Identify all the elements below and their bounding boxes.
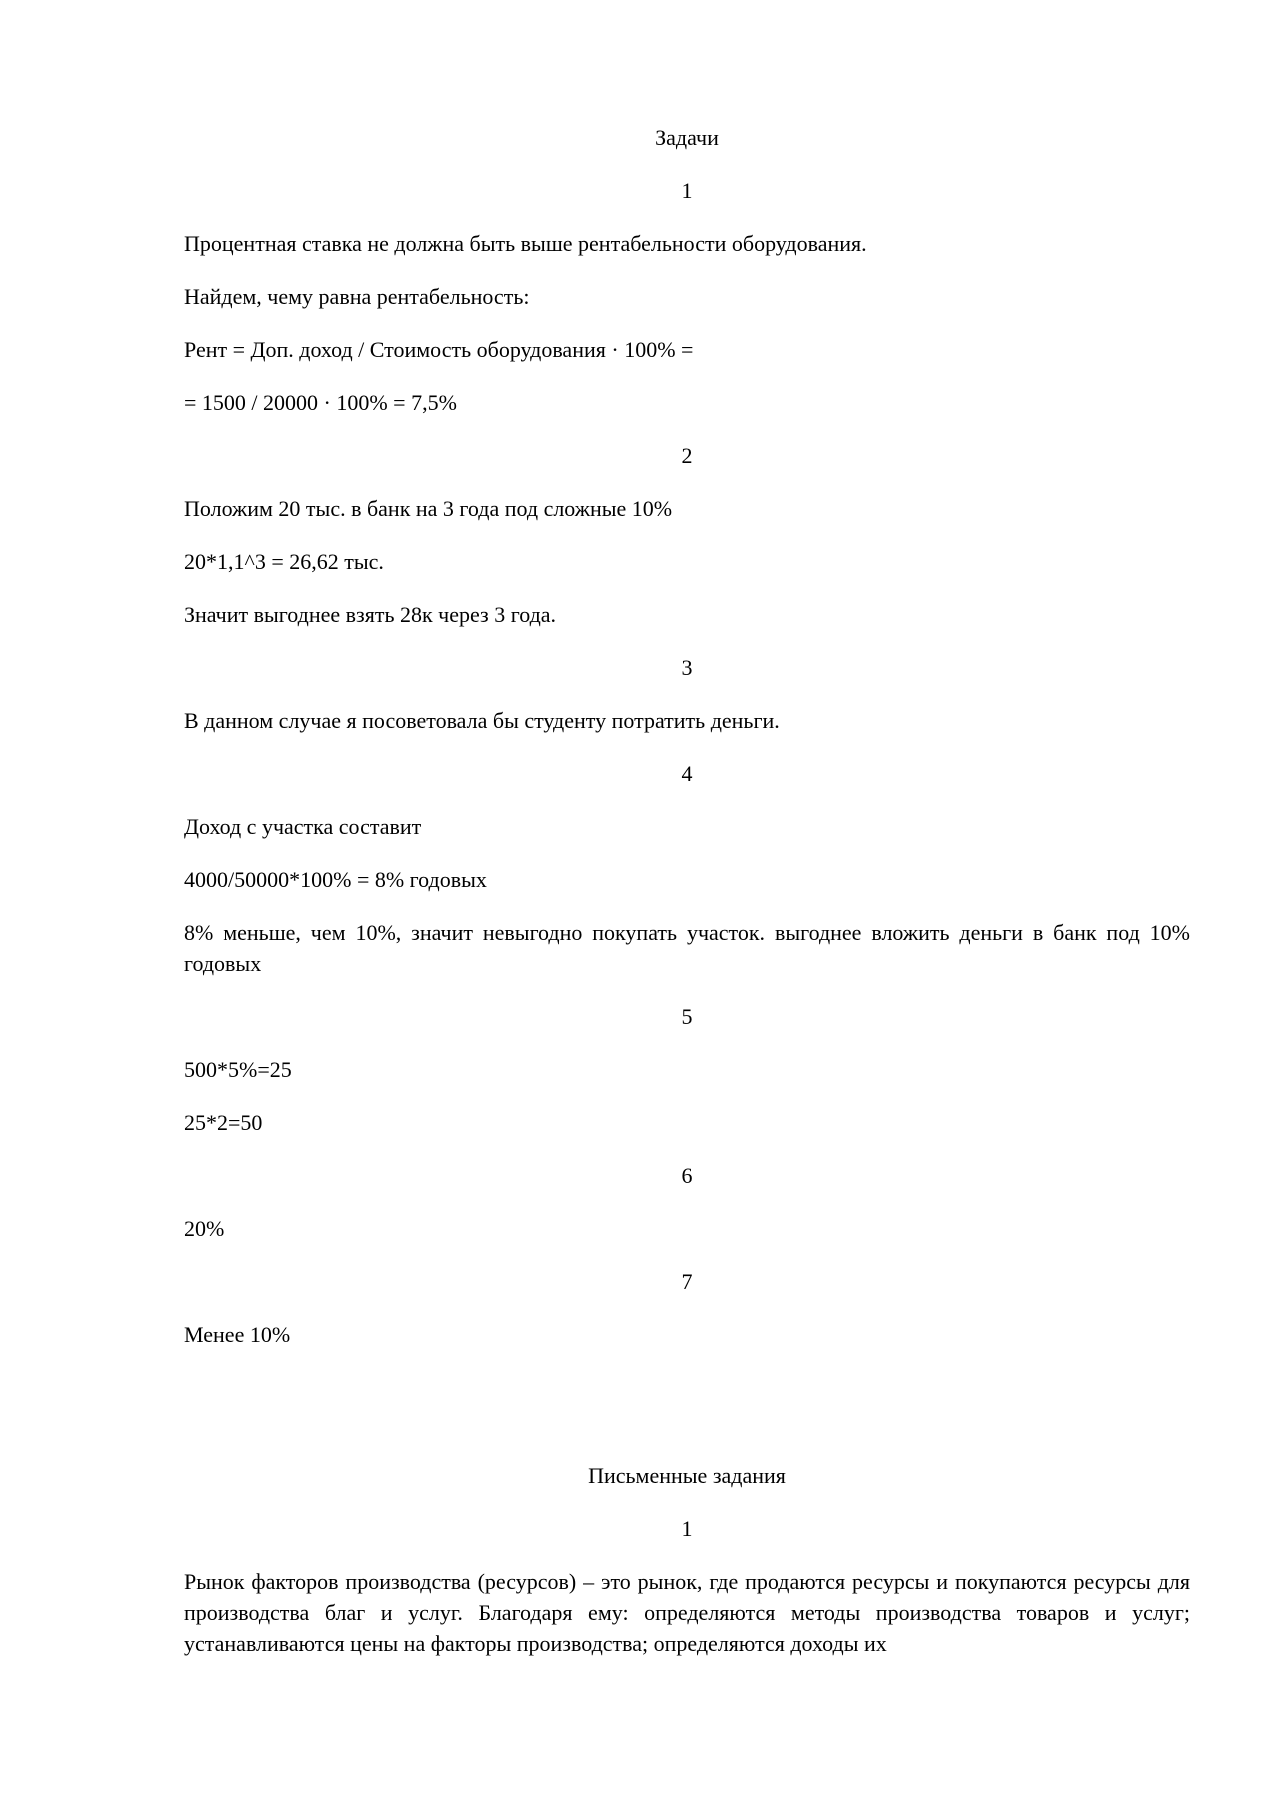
task-1-line: = 1500 / 20000 · 100% = 7,5%: [184, 390, 457, 415]
task-1-line: Рент = Доп. доход / Стоимость оборудования · 100% =: [184, 337, 694, 362]
task-2-line: Положим 20 тыс. в банк на 3 года под сложные 10%: [184, 496, 673, 521]
task-5-line: 500*5%=25: [184, 1057, 292, 1082]
task-4-line: 4000/50000*100% = 8% годовых: [184, 867, 487, 892]
task-4-line: 8% меньше, чем 10%, значит невыгодно покупать участок. выгоднее вложить деньги в банк под 10% годовых: [184, 920, 1190, 976]
task-7-line: Менее 10%: [184, 1322, 291, 1347]
task-number-7: 7: [681, 1269, 693, 1294]
assignment-1-paragraph: Рынок факторов производства (ресурсов) – это рынок, где продаются ресурсы и покупаются ресурсы для производства благ и услуг. Благодаря ему: определяются методы производства товаров и услуг; устанавливаются цены на факторы производства; определяются доходы их: [184, 1569, 1190, 1656]
task-1-line: Найдем, чему равна рентабельность:: [184, 284, 530, 309]
task-number-4: 4: [681, 761, 693, 786]
task-number-5: 5: [681, 1004, 693, 1029]
section-title-tasks: Задачи: [655, 125, 719, 150]
section-title-written-assignments: Письменные задания: [588, 1463, 786, 1488]
assignment-number-1: 1: [681, 1516, 693, 1541]
task-2-line: Значит выгоднее взять 28к через 3 года.: [184, 602, 557, 627]
task-3-line: В данном случае я посоветовала бы студенту потратить деньги.: [184, 708, 780, 733]
task-number-1: 1: [681, 178, 693, 203]
task-6-line: 20%: [184, 1216, 225, 1241]
task-4-line: Доход с участка составит: [184, 814, 422, 839]
task-2-line: 20*1,1^3 = 26,62 тыс.: [184, 549, 384, 574]
task-number-6: 6: [681, 1163, 693, 1188]
document-body: [184, 122, 1190, 1659]
task-5-line: 25*2=50: [184, 1110, 263, 1135]
task-number-2: 2: [681, 443, 693, 468]
task-number-3: 3: [681, 655, 693, 680]
task-1-line: Процентная ставка не должна быть выше рентабельности оборудования.: [184, 231, 867, 256]
